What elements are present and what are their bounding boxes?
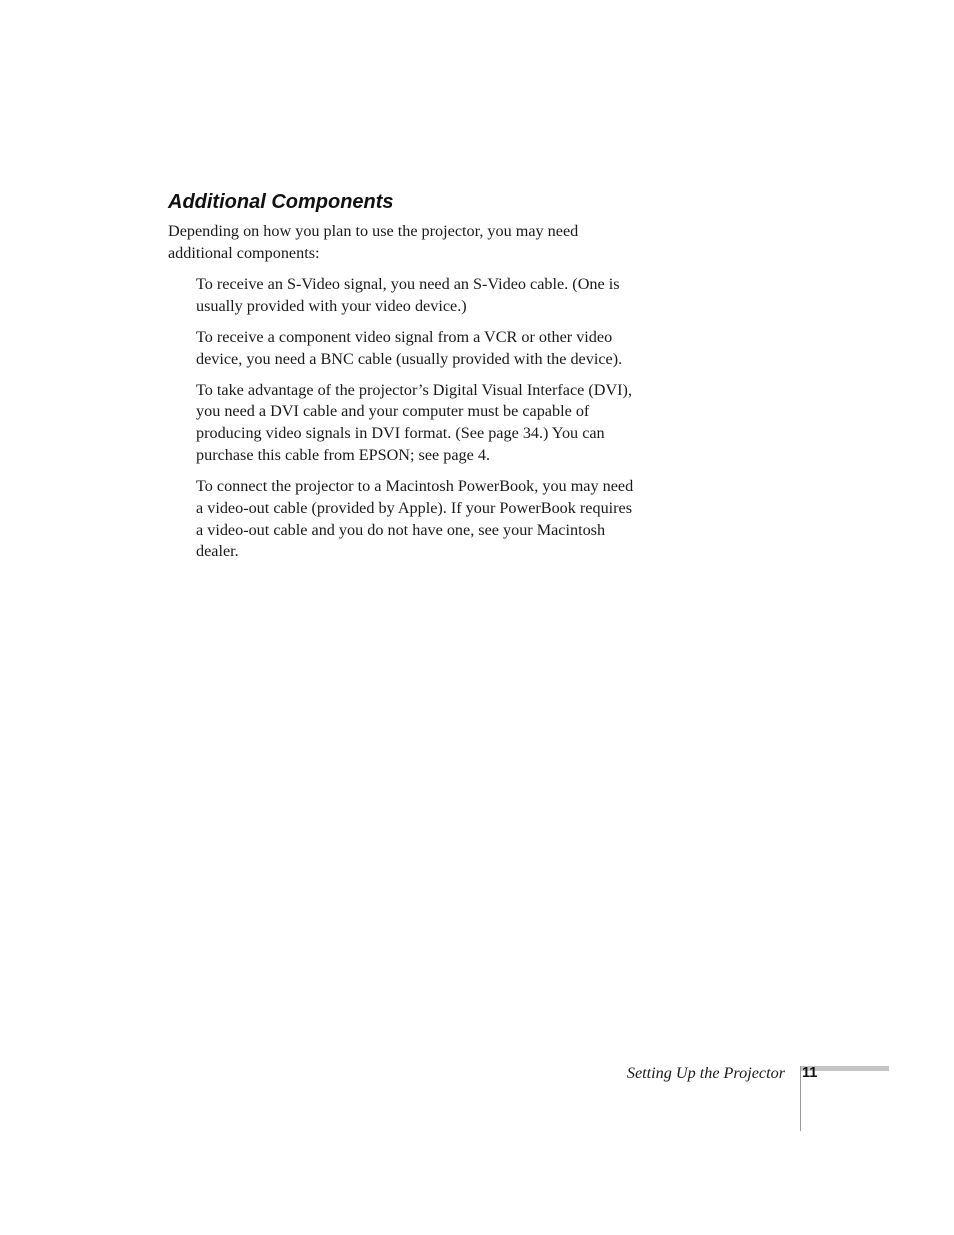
list-item: To receive a component video signal from a VCR or other video device, you need a BNC cable (usually provided with the device). — [196, 327, 623, 368]
intro-paragraph: Depending on how you plan to use the projector, you may need additional components: — [168, 222, 579, 262]
list-item: To take advantage of the projector’s Digital Visual Interface (DVI), you need a DVI cable and your computer must be capable of producing video signals in DVI format. (See page 34.) You can purchase this cable from EPSON; see page 4. — [196, 380, 632, 464]
footer-vertical-rule — [800, 1066, 801, 1131]
section-heading: Additional Components — [168, 191, 394, 213]
page-number: 11 — [802, 1065, 818, 1081]
list-item: To receive an S-Video signal, you need an S-Video cable. (One is usually provided with your video device.) — [196, 275, 620, 315]
list-item: To connect the projector to a Macintosh PowerBook, you may need a video-out cable (provided by Apple). If your PowerBook requires a video-out cable and you do not have one, see your Macintosh dealer. — [196, 476, 634, 561]
components-list — [196, 274, 636, 572]
footer-chapter-title: Setting Up the Projector — [626, 1064, 785, 1082]
